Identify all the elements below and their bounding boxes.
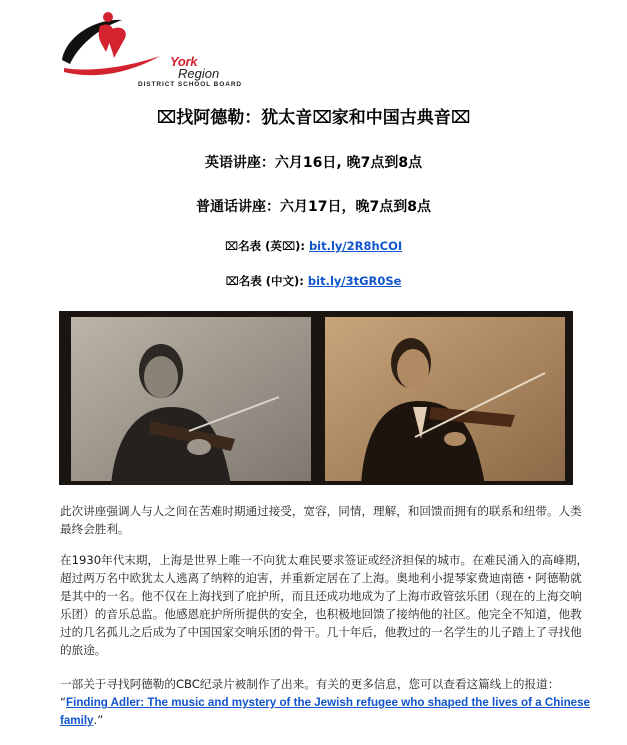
chinese-registration-line xyxy=(0,273,627,289)
english-lecture-mid: 日, xyxy=(322,155,347,171)
documentary-paragraph xyxy=(60,675,590,729)
quote-open: “ xyxy=(60,695,67,709)
violinists-photo xyxy=(59,311,573,485)
english-lecture-line xyxy=(0,152,627,172)
english-registration-label: ⌧名表 (英⌧): xyxy=(224,239,309,253)
logo-region-text: Region xyxy=(178,66,220,81)
english-lecture-day: 16 xyxy=(302,155,323,171)
english-registration-link[interactable]: bit.ly/2R8hCOI xyxy=(308,239,403,253)
english-lecture-time: 晚7点到8点 xyxy=(346,155,423,171)
logo-york-text: York xyxy=(170,54,198,69)
history-paragraph: 在1930年代末期，上海是世界上唯一不向犹太难民要求签证或经济担保的城市。在难民涌入的高峰期，超过两万名中欧犹太人逃离了纳粹的迫害，并重新定居在了上海。奥地利小提琴家费迪南德・阿德勒就是其中的一名。他不仅在上海找到了庇护所，而且还成功地成为了上海市政管弦乐团（现在的上海交响乐团）的音乐总监。他感恩庇护所所提供的安全，也积极地回馈了接纳他的社区。他完全不知道，他教过的几名孤儿之后成为了中国国家交响乐团的骨干。几十年后，他教过的一名学生的儿子踏上了寻找他的旅途。 xyxy=(60,553,589,657)
english-lecture-lang: 英 xyxy=(204,155,219,171)
mandarin-lecture-label: 话讲座：六月 xyxy=(224,199,309,215)
chinese-registration-link[interactable]: bit.ly/3tGR0Se xyxy=(307,274,402,288)
english-lecture-label: 语讲座：六月 xyxy=(218,155,303,171)
english-registration-line xyxy=(0,238,627,254)
quote-close: .” xyxy=(93,713,104,727)
mandarin-lecture-day: 17 xyxy=(308,199,328,215)
page-title: ⌧找阿德勒：犹太音⌧家和中国古典音⌧ xyxy=(156,108,471,128)
mandarin-lecture-time: 晚7点到8点 xyxy=(355,199,431,215)
chinese-registration-label: ⌧名表 (中文): xyxy=(225,274,308,288)
logo-board-text: DISTRICT SCHOOL BOARD xyxy=(138,81,243,88)
mandarin-lecture-line xyxy=(0,196,627,216)
mandarin-lecture-lang: 普通 xyxy=(196,199,225,215)
school-board-logo xyxy=(56,8,243,88)
mandarin-lecture-mid: 日， xyxy=(327,199,356,215)
article-link[interactable]: Finding Adler: The music and mystery of the Jewish refugee who shaped the lives of a Chinese family xyxy=(60,696,590,727)
intro-paragraph: 此次讲座强调人与人之间在苦难时期通过接受，宽容，同情，理解，和回馈而拥有的联系和纽带。人类最终会胜利。 xyxy=(60,504,582,536)
documentary-intro: 一部关于寻找阿德勒的CBC纪录片被制作了出来。有关的更多信息，您可以查看这篇线上的报道： xyxy=(60,677,560,691)
